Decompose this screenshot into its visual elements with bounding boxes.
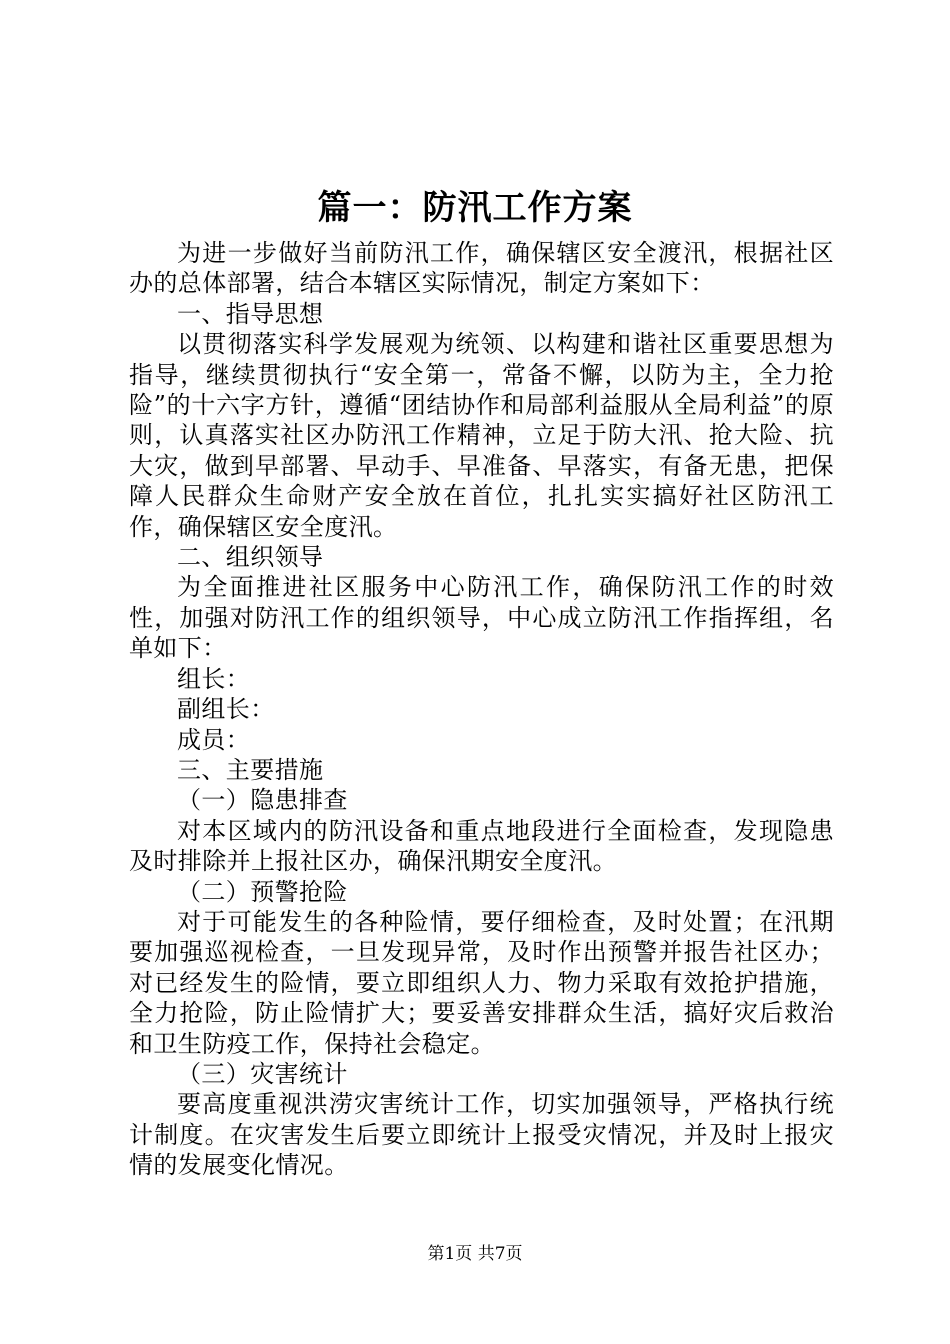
leader-label: 组长： [177,664,251,693]
section-2-paragraph: 为全面推进社区服务中心防汛工作，确保防汛工作的时效性，加强对防汛工作的组织领导，中心成立防汛工作指挥组，名单如下： [129,573,834,663]
page-footer: 第1页 共7页 [427,1244,523,1264]
subsection-1-heading: （一）隐患排查 [177,786,348,815]
subsection-1-paragraph: 对本区域内的防汛设备和重点地段进行全面检查，发现隐患及时排除并上报社区办，确保汛期安全度汛。 [129,816,834,876]
members-label: 成员： [177,725,251,754]
subsection-3-heading: （三）灾害统计 [177,1059,348,1088]
subsection-3-paragraph: 要高度重视洪涝灾害统计工作，切实加强领导，严格执行统计制度。在灾害发生后要立即统计上报受灾情况，并及时上报灾情的发展变化情况。 [129,1090,834,1180]
deputy-leader-label: 副组长： [177,695,275,724]
section-1-paragraph: 以贯彻落实科学发展观为统领、以构建和谐社区重要思想为指导，继续贯彻执行“安全第一，常备不懈，以防为主，全力抢险”的十六字方针，遵循“团结协作和局部利益服从全局利益”的原则，认真落实社区办防汛工作精神，立足于防大汛、抢大险、抗大灾，做到早部署、早动手、早准备、早落实，有备无患，把保障人民群众生命财产安全放在首位，扎扎实实搞好社区防汛工作，确保辖区安全度汛。 [129,330,834,541]
intro-paragraph: 为进一步做好当前防汛工作，确保辖区安全渡汛，根据社区办的总体部署，结合本辖区实际情况，制定方案如下： [129,239,834,298]
document-body [129,238,834,1181]
document-title: 篇一：防汛工作方案 [317,188,633,228]
section-1-heading: 一、指导思想 [177,299,324,328]
section-3-heading: 三、主要措施 [177,755,324,784]
subsection-2-heading: （二）预警抢险 [177,877,348,906]
subsection-2-paragraph: 对于可能发生的各种险情，要仔细检查，及时处置；在汛期要加强巡视检查，一旦发现异常，及时作出预警并报告社区办；对已经发生的险情，要立即组织人力、物力采取有效抢护措施，全力抢险，防止险情扩大；要妥善安排群众生活，搞好灾后救治和卫生防疫工作，保持社会稳定。 [129,907,834,1058]
section-2-heading: 二、组织领导 [177,543,324,572]
